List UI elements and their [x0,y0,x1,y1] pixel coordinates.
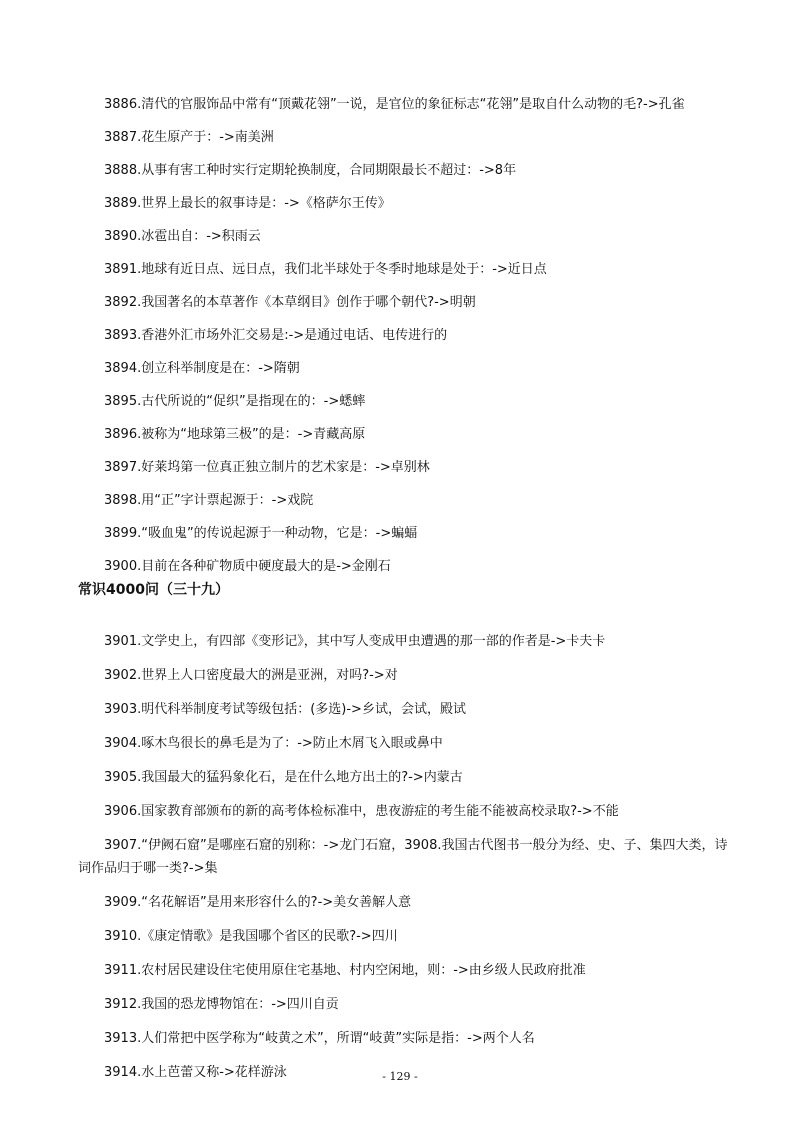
qa-item-3898: 3898.用“正”字计票起源于：->戏院 [104,493,314,508]
qa-item-3886: 3886.清代的官服饰品中常有“顶戴花翎”一说，是官位的象征标志“花翎”是取自什么动物的毛?->孔雀 [104,97,685,112]
qa-item-3896: 3896.被称为“地球第三极”的是：->青藏高原 [104,427,366,442]
qa-item-3892: 3892.我国著名的本草著作《本草纲目》创作于哪个朝代?->明朝 [104,295,476,310]
qa-item-3890: 3890.冰雹出自：->积雨云 [104,229,261,244]
page-number: - 129 - [382,1070,418,1083]
qa-item-3909: 3909.“名花解语”是用来形容什么的?->美女善解人意 [104,895,412,910]
qa-item-3910: 3910.《康定情歌》是我国哪个省区的民歌?->四川 [104,929,398,944]
qa-item-3893: 3893.香港外汇市场外汇交易是:->是通过电话、电传进行的 [104,328,448,343]
qa-item-3913: 3913.人们常把中医学称为“岐黄之术”，所谓“岐黄”实际是指：->两个人名 [104,1031,535,1046]
qa-item-3902: 3902.世界上人口密度最大的洲是亚洲，对吗?->对 [104,668,398,683]
qa-item-3887: 3887.花生原产于：->南美洲 [104,130,274,145]
qa-item-3897: 3897.好莱坞第一位真正独立制片的艺术家是：->卓别林 [104,460,430,475]
qa-item-3914: 3914.水上芭蕾又称->花样游泳 [104,1065,287,1080]
qa-item-3911: 3911.农村居民建设住宅使用原住宅基地、村内空闲地，则：->由乡级人民政府批准 [104,963,586,978]
qa-item-3912: 3912.我国的恐龙博物馆在：->四川自贡 [104,997,339,1012]
qa-item-3905: 3905.我国最大的猛犸象化石，是在什么地方出土的?->内蒙古 [104,770,463,785]
qa-item-3907-3908: 3907.“伊阙石窟”是哪座石窟的别称：->龙门石窟，3908.我国古代图书一般分为经、史、子、集四大类，诗词作品归于哪一类?->集 [78,838,728,876]
qa-item-3899: 3899.“吸血鬼”的传说起源于一种动物，它是：->蝙蝠 [104,526,418,541]
qa-item-3903: 3903.明代科举制度考试等级包括：(多选)->乡试，会试，殿试 [104,702,466,717]
qa-item-3891: 3891.地球有近日点、远日点，我们北半球处于冬季时地球是处于：->近日点 [104,262,547,277]
qa-item-3901: 3901.文学史上，有四部《变形记》，其中写人变成甲虫遭遇的那一部的作者是->卡夫卡 [104,634,606,649]
qa-item-3895: 3895.古代所说的“促织”是指现在的：->蟋蟀 [104,394,366,409]
qa-item-3889: 3889.世界上最长的叙事诗是：->《格萨尔王传》 [104,196,391,211]
section-title: 常识4000问（三十九） [78,581,229,598]
qa-item-3904: 3904.啄木鸟很长的鼻毛是为了：->防止木屑飞入眼或鼻中 [104,736,443,751]
qa-item-3888: 3888.从事有害工种时实行定期轮换制度，合同期限最长不超过：->8年 [104,163,517,178]
qa-item-3906: 3906.国家教育部颁布的新的高考体检标准中，患夜游症的考生能不能被高校录取?->不能 [104,804,619,819]
qa-item-3900: 3900.目前在各种矿物质中硬度最大的是->金刚石 [104,559,391,574]
qa-item-3894: 3894.创立科举制度是在：->隋朝 [104,361,300,376]
